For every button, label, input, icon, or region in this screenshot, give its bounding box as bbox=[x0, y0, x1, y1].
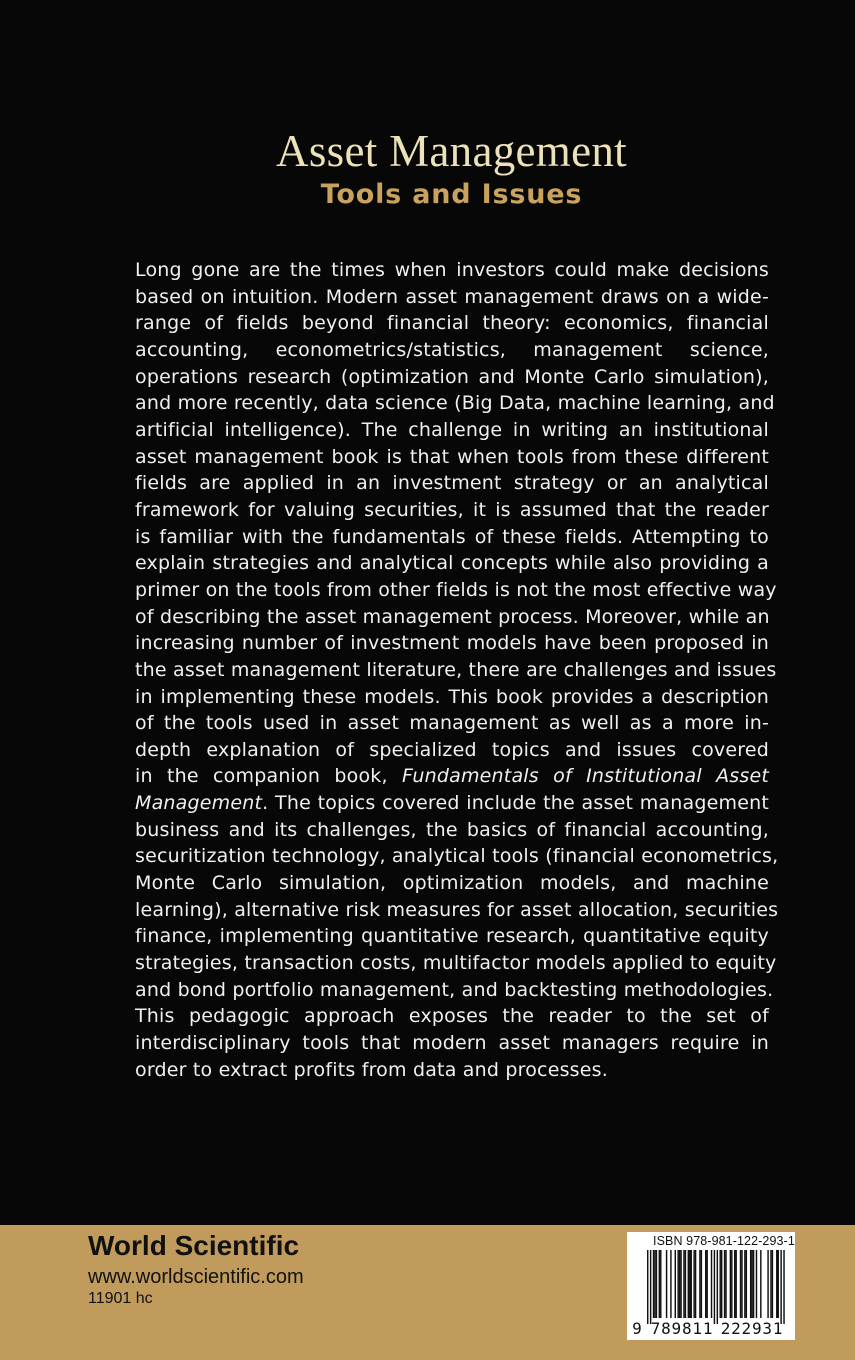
barcode-bar bbox=[675, 1250, 676, 1318]
book-description bbox=[135, 257, 779, 1083]
description-line: accounting, econometrics/statistics, management science, bbox=[135, 338, 769, 361]
barcode-bar bbox=[680, 1250, 681, 1318]
description-line: based on intuition. Modern asset management draws on a wide- bbox=[135, 285, 769, 308]
barcode-guard-bar bbox=[647, 1250, 648, 1324]
description-line: and more recently, data science (Big Data, machine learning, and bbox=[135, 392, 775, 415]
barcode-bar bbox=[654, 1250, 655, 1318]
description-line: and bond portfolio management, and backtesting methodologies. bbox=[135, 978, 774, 1001]
publisher-website[interactable]: www.worldscientific.com bbox=[88, 1266, 304, 1288]
barcode-bar bbox=[744, 1250, 745, 1318]
isbn-barcode bbox=[627, 1248, 795, 1324]
barcode-bar bbox=[670, 1250, 671, 1318]
barcode-bar bbox=[767, 1250, 768, 1318]
barcode-guard-bar bbox=[717, 1250, 718, 1324]
barcode-bar bbox=[688, 1250, 689, 1318]
barcode-bar bbox=[706, 1250, 707, 1318]
description-line: framework for valuing securities, it is assumed that the reader bbox=[135, 498, 769, 521]
barcode-bar bbox=[778, 1250, 779, 1318]
description-line: of the tools used in asset management as well as a more in- bbox=[135, 712, 769, 735]
barcode-bar bbox=[653, 1250, 654, 1318]
barcode-bar bbox=[756, 1250, 757, 1318]
description-line: finance, implementing quantitative research, quantitative equity bbox=[135, 925, 769, 948]
description-line: the asset management literature, there are challenges and issues bbox=[135, 658, 777, 681]
barcode-bar bbox=[760, 1250, 761, 1318]
publisher-name: World Scientific bbox=[88, 1230, 300, 1261]
description-line-mixed bbox=[135, 790, 769, 817]
description-line: depth explanation of specialized topics and issues covered bbox=[135, 738, 769, 761]
description-line: artificial intelligence). The challenge in writing an institutional bbox=[135, 418, 769, 441]
description-line: range of fields beyond financial theory: economics, financial bbox=[135, 312, 769, 335]
description-line-mixed bbox=[135, 763, 769, 790]
description-line: primer on the tools from other fields is not the most effective way bbox=[135, 578, 777, 601]
description-text: . The topics covered include the asset management bbox=[262, 792, 769, 815]
description-line: asset management book is that when tools from these different bbox=[135, 445, 769, 468]
book-title: Asset Management bbox=[276, 126, 627, 176]
barcode-bar bbox=[660, 1250, 661, 1318]
description-line: fields are applied in an investment strategy or an analytical bbox=[135, 472, 769, 495]
description-line: interdisciplinary tools that modern asset managers require in bbox=[135, 1032, 769, 1055]
barcode-bar bbox=[720, 1250, 721, 1318]
barcode-bar bbox=[734, 1250, 735, 1318]
description-line: Monte Carlo simulation, optimization models, and machine bbox=[135, 872, 769, 895]
barcode-bar bbox=[725, 1250, 726, 1318]
barcode-bar bbox=[656, 1250, 657, 1318]
barcode-bar bbox=[685, 1250, 686, 1318]
barcode-bar bbox=[666, 1250, 667, 1318]
barcode-bar bbox=[677, 1250, 678, 1318]
barcode-bar bbox=[701, 1250, 702, 1318]
description-line: securitization technology, analytical tools (financial econometrics, bbox=[135, 845, 779, 868]
barcode-bar bbox=[693, 1250, 694, 1318]
barcode-guard-bar bbox=[780, 1250, 781, 1324]
barcode-bar bbox=[735, 1250, 736, 1318]
barcode-digits bbox=[627, 1319, 795, 1339]
description-line: learning), alternative risk measures for asset allocation, securities bbox=[135, 898, 779, 921]
barcode-bar bbox=[683, 1250, 684, 1318]
barcode-bar bbox=[750, 1250, 751, 1318]
description-line: in implementing these models. This book provides a description bbox=[135, 685, 769, 708]
barcode-bar bbox=[730, 1250, 731, 1318]
barcode-guard-bar bbox=[783, 1250, 784, 1324]
description-line: explain strategies and analytical concepts while also providing a bbox=[135, 552, 769, 575]
description-line: operations research (optimization and Monte Carlo simulation), bbox=[135, 365, 769, 388]
description-line: strategies, transaction costs, multifactor models applied to equity bbox=[135, 952, 777, 975]
description-line: increasing number of investment models have been proposed in bbox=[135, 632, 769, 655]
barcode-lead-digit: 9 bbox=[632, 1319, 642, 1338]
barcode-bar bbox=[679, 1250, 680, 1318]
companion-book-title: Fundamentals of Institutional Asset bbox=[402, 765, 770, 788]
book-subtitle: Tools and Issues bbox=[320, 179, 583, 210]
barcode-bar bbox=[731, 1250, 732, 1318]
barcode-left-digits: 789811 bbox=[650, 1319, 714, 1338]
companion-book-title-end: Management bbox=[135, 792, 263, 815]
barcode-bar bbox=[751, 1250, 752, 1318]
description-line: order to extract profits from data and processes. bbox=[135, 1058, 609, 1081]
barcode-bar bbox=[705, 1250, 706, 1318]
barcode-right-digits: 222931 bbox=[720, 1319, 784, 1338]
barcode-bar bbox=[695, 1250, 696, 1318]
barcode-bar bbox=[691, 1250, 692, 1318]
barcode-bar bbox=[699, 1250, 700, 1318]
barcode-bar bbox=[740, 1250, 741, 1318]
description-line: business and its challenges, the basics of financial accounting, bbox=[135, 818, 769, 841]
barcode-bar bbox=[770, 1250, 771, 1318]
catalog-number: 11901 hc bbox=[88, 1290, 153, 1307]
barcode-bar bbox=[753, 1250, 754, 1318]
barcode-bar bbox=[772, 1250, 773, 1318]
barcode-bar bbox=[689, 1250, 690, 1318]
barcode-bar bbox=[776, 1250, 777, 1318]
barcode-bar bbox=[711, 1250, 712, 1318]
barcode-guard-bar bbox=[650, 1250, 651, 1324]
barcode-bar bbox=[659, 1250, 660, 1318]
barcode-bar bbox=[741, 1250, 742, 1318]
barcode-bar bbox=[721, 1250, 722, 1318]
barcode-bar bbox=[724, 1250, 725, 1318]
barcode-guard-bar bbox=[714, 1250, 715, 1324]
description-line: of describing the asset management process. Moreover, while an bbox=[135, 605, 770, 628]
description-text: in the companion book, bbox=[135, 765, 388, 788]
description-line: Long gone are the times when investors could make decisions bbox=[135, 259, 769, 281]
isbn-label: ISBN 978-981-122-293-1 bbox=[653, 1234, 795, 1248]
barcode-bar bbox=[746, 1250, 747, 1318]
description-line: This pedagogic approach exposes the reader to the set of bbox=[135, 1005, 769, 1028]
description-line: is familiar with the fundamentals of these fields. Attempting to bbox=[135, 525, 769, 548]
